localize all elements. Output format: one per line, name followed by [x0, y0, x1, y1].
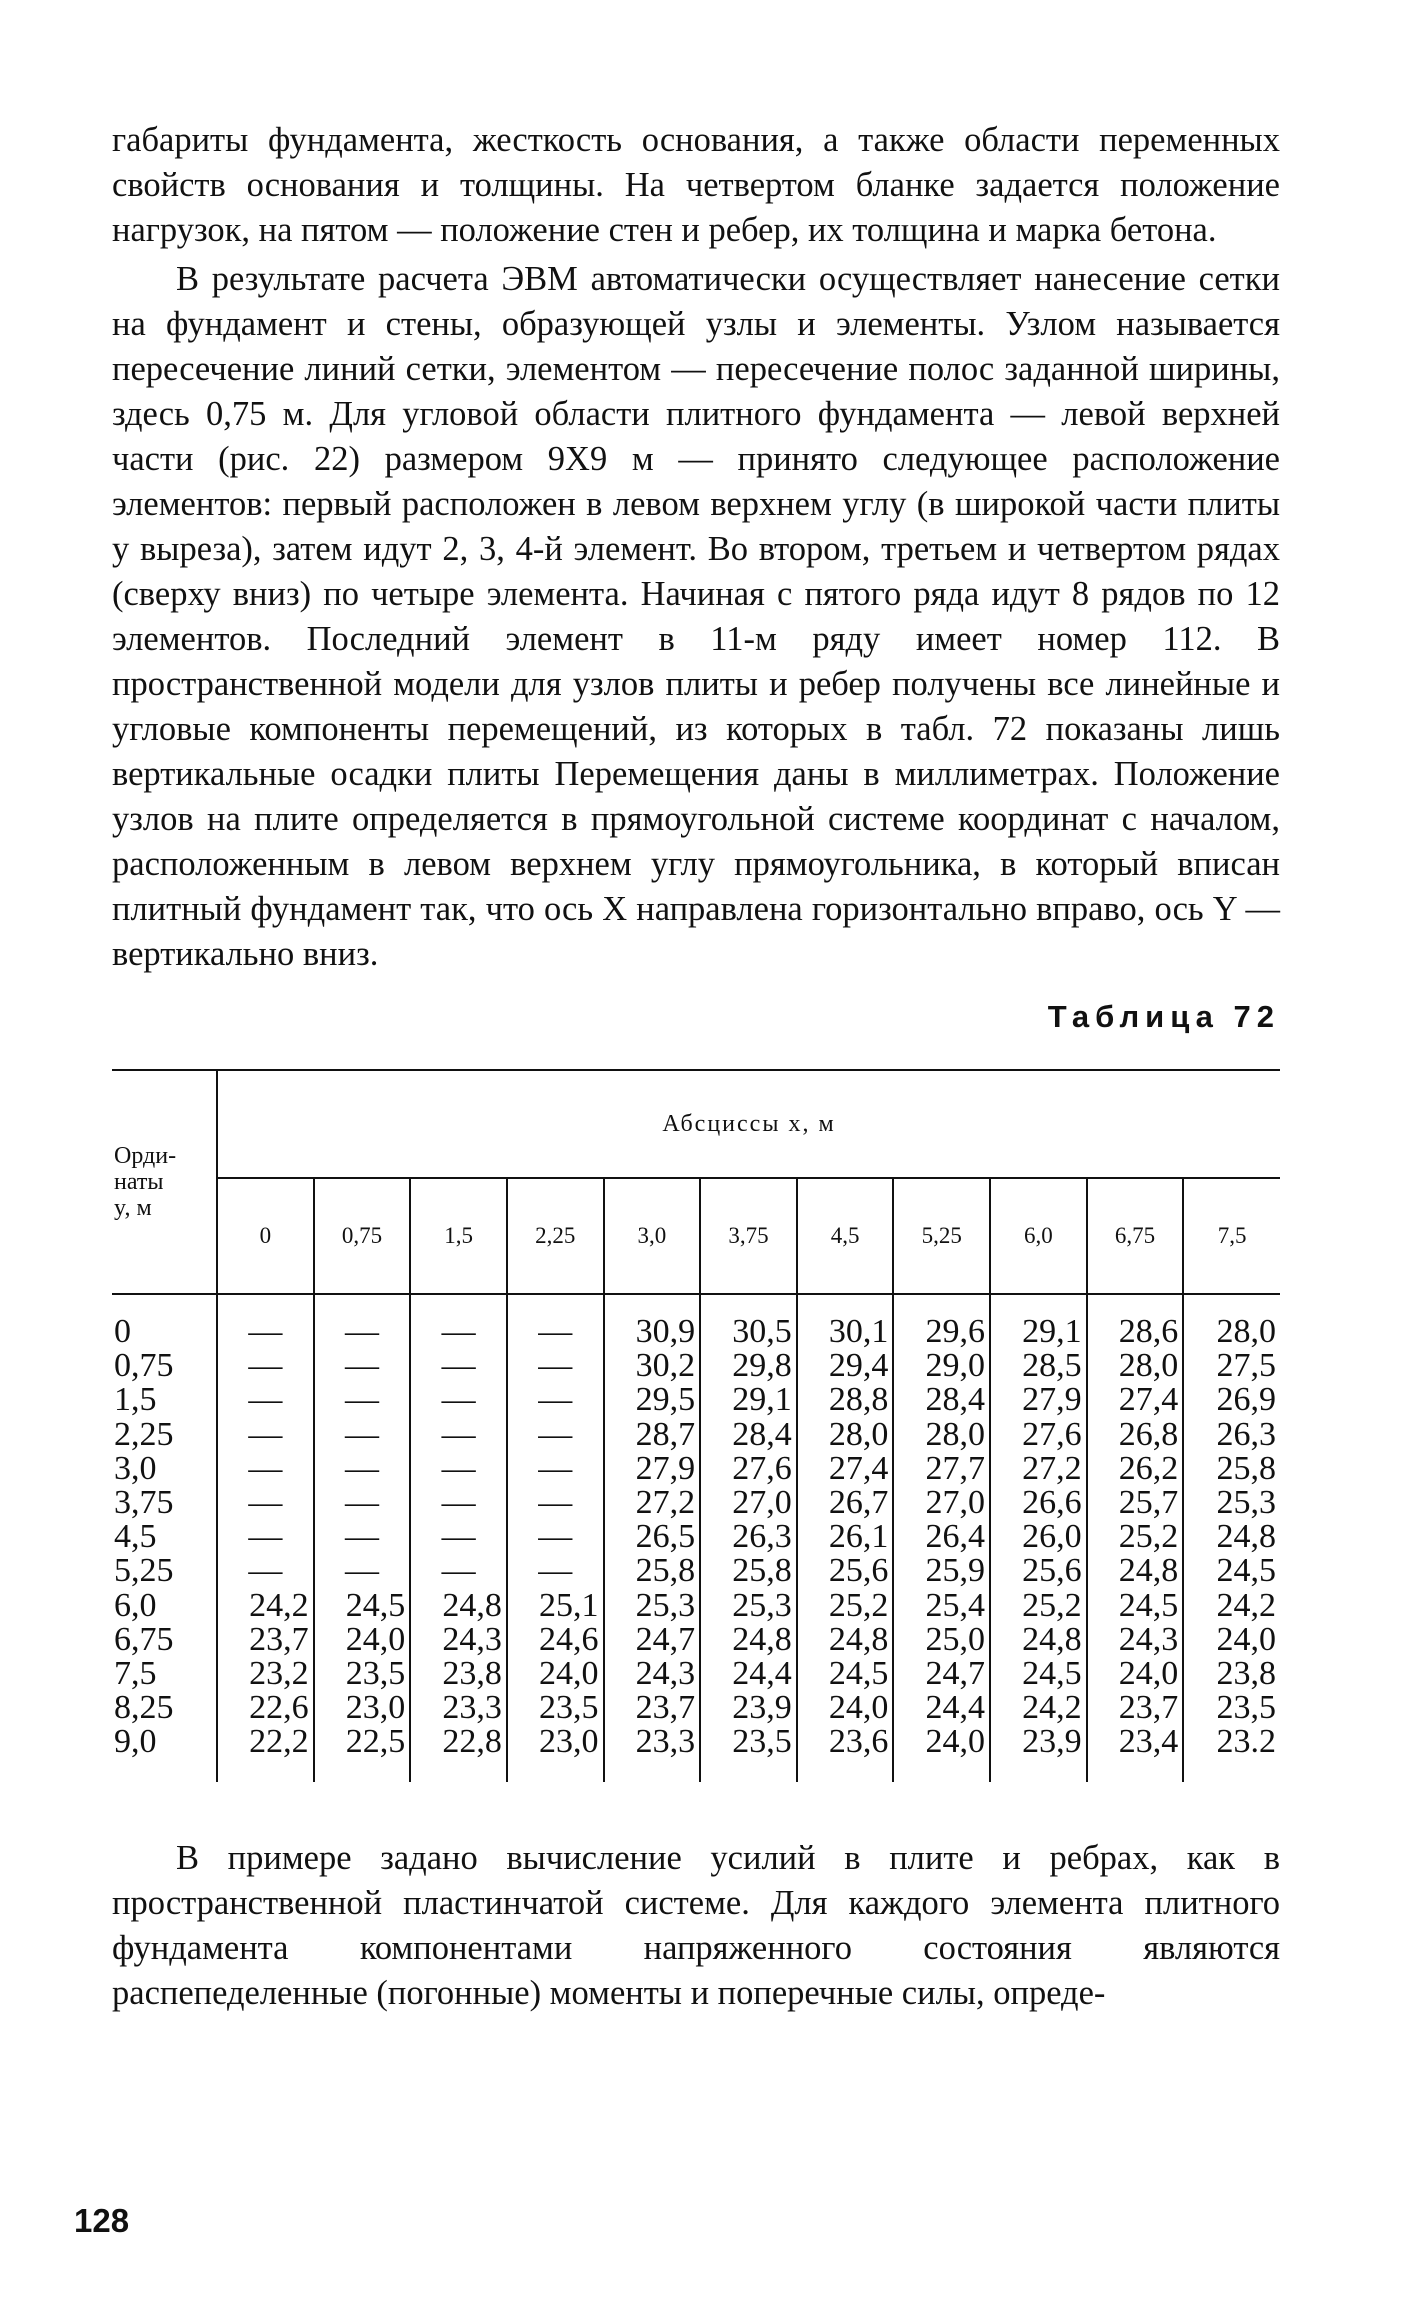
value-cell: 24,0 [797, 1691, 894, 1725]
value-cell: 24,8 [700, 1623, 797, 1657]
ordinate-cell: 1,5 [114, 1381, 157, 1419]
value-cell: — [410, 1486, 507, 1520]
ordinate-cell: 4,5 [114, 1518, 157, 1556]
value-cell: 24,4 [700, 1657, 797, 1691]
value-cell: 24,5 [1087, 1589, 1184, 1623]
value-cell: — [410, 1294, 507, 1349]
value-cell: 25,3 [604, 1589, 701, 1623]
value-cell: 22,2 [217, 1725, 314, 1781]
value-cell: 23,0 [314, 1691, 411, 1725]
value-cell: 23,7 [217, 1623, 314, 1657]
value-cell: 24,5 [1183, 1554, 1280, 1588]
displacement-table [112, 1069, 1280, 1782]
value-cell: 24,2 [1183, 1589, 1280, 1623]
value-cell: 28,0 [893, 1418, 990, 1452]
value-cell: 25,7 [1087, 1486, 1184, 1520]
value-cell: — [507, 1294, 604, 1349]
column-header: 2,25 [507, 1178, 604, 1294]
ordinate-cell: 6,0 [114, 1586, 157, 1624]
value-cell: 29,4 [797, 1349, 894, 1383]
value-cell: 26,8 [1087, 1418, 1184, 1452]
value-cell: 25,2 [990, 1589, 1087, 1623]
table-row [112, 1294, 1280, 1349]
value-cell: 28,4 [893, 1383, 990, 1417]
value-cell: — [314, 1486, 411, 1520]
column-header: 0,75 [314, 1178, 411, 1294]
value-cell: 23,7 [1087, 1691, 1184, 1725]
value-cell: 24,8 [1087, 1554, 1184, 1588]
value-cell: 24,0 [1183, 1623, 1280, 1657]
paragraph-calculation: В результате расчета ЭВМ автоматически осуществляет нанесение сетки на фундамент и стены, образующей узлы и элементы. Узлом называется пересечение линий сетки, элементом — пересечение полос заданной ширины, здесь 0,75 м. Для угловой области плитного фундамента — левой верхней части (рис. 22) размером 9X9 м — принято следующее расположение элементов: первый расположен в левом верхнем углу (в широкой части плиты у выреза), затем идут 2, 3, 4-й элемент. Во втором, третьем и четвертом рядах (сверху вниз) по четыре элемента. Начиная с пятого ряда идут 8 рядов по 12 элементов. Последний элемент в 11-м ряду имеет номер 112. В пространственной модели для узлов плиты и ребер получены все линейные и угловые компоненты перемещений, из которых в табл. 72 показаны лишь вертикальные осадки плиты Перемещения даны в миллиметрах. Положение узлов на плите определяется в прямоугольной системе координат с началом, расположенным в левом верхнем углу прямоугольника, в который вписан плитный фундамент так, что ось X направлена горизонтально вправо, ось Y — вертикально вниз. [112, 260, 1280, 973]
value-cell: — [507, 1486, 604, 1520]
value-cell: 23,5 [314, 1657, 411, 1691]
value-cell: 26,9 [1183, 1383, 1280, 1417]
value-cell: 29,0 [893, 1349, 990, 1383]
page-number: 128 [74, 2202, 130, 2239]
value-cell: — [217, 1383, 314, 1417]
value-cell: 28,0 [797, 1418, 894, 1452]
value-cell: 23,8 [410, 1657, 507, 1691]
value-cell: 25,2 [797, 1589, 894, 1623]
value-cell: — [410, 1349, 507, 1383]
column-header: 3,0 [604, 1178, 701, 1294]
value-cell: 26,1 [797, 1520, 894, 1554]
value-cell: 28,8 [797, 1383, 894, 1417]
value-cell: 24,2 [990, 1691, 1087, 1725]
value-cell: 26,6 [990, 1486, 1087, 1520]
column-header: 6,0 [990, 1178, 1087, 1294]
value-cell: 25,8 [604, 1554, 701, 1588]
value-cell: 30,5 [700, 1294, 797, 1349]
value-cell: 27,7 [893, 1452, 990, 1486]
value-cell: 27,5 [1183, 1349, 1280, 1383]
value-cell: 24,8 [797, 1623, 894, 1657]
table-row [112, 1691, 1280, 1725]
value-cell: 24,6 [507, 1623, 604, 1657]
column-header: 0 [217, 1178, 314, 1294]
value-cell: 24,8 [1183, 1520, 1280, 1554]
value-cell: 27,2 [604, 1486, 701, 1520]
value-cell: 25,8 [1183, 1452, 1280, 1486]
value-cell: 25,1 [507, 1589, 604, 1623]
value-cell: 23,9 [700, 1691, 797, 1725]
value-cell: 23,6 [797, 1725, 894, 1781]
value-cell: — [217, 1554, 314, 1588]
ordinate-cell: 8,25 [114, 1689, 174, 1727]
column-header: 6,75 [1087, 1178, 1184, 1294]
value-cell: 28,5 [990, 1349, 1087, 1383]
ordinate-cell: 6,75 [114, 1620, 174, 1658]
value-cell: 30,1 [797, 1294, 894, 1349]
value-cell: 24,5 [314, 1589, 411, 1623]
value-cell: 23,3 [604, 1725, 701, 1781]
ordinate-cell: 0 [114, 1313, 131, 1350]
table-row [112, 1589, 1280, 1623]
ordinate-header [112, 1070, 217, 1294]
ordinate-cell: 9,0 [114, 1723, 157, 1761]
value-cell: 25,3 [1183, 1486, 1280, 1520]
value-cell: 22,8 [410, 1725, 507, 1781]
value-cell: 23,7 [604, 1691, 701, 1725]
value-cell: 27,6 [990, 1418, 1087, 1452]
value-cell: 24,3 [410, 1623, 507, 1657]
value-cell: 29,1 [700, 1383, 797, 1417]
value-cell: — [217, 1452, 314, 1486]
value-cell: 23,5 [507, 1691, 604, 1725]
paragraph-example: В примере задано вычисление усилий в плите и ребрах, как в пространственной пластинчатой системе. Для каждого элемента плитного фундамента компонентами напряженного состояния являются распепеделенные (погонные) моменты и поперечные силы, опреде- [112, 1838, 1280, 2012]
value-cell: 24,5 [990, 1657, 1087, 1691]
value-cell: 30,9 [604, 1294, 701, 1349]
value-cell: 26,0 [990, 1520, 1087, 1554]
book-page [112, 118, 1280, 2016]
value-cell: 25,3 [700, 1589, 797, 1623]
value-cell: 24,7 [893, 1657, 990, 1691]
ordinate-cell: 2,25 [114, 1415, 174, 1453]
value-cell: — [314, 1383, 411, 1417]
value-cell: 28,0 [1087, 1349, 1184, 1383]
value-cell: 24,0 [314, 1623, 411, 1657]
value-cell: — [314, 1452, 411, 1486]
value-cell: 24,8 [990, 1623, 1087, 1657]
column-header: 5,25 [893, 1178, 990, 1294]
value-cell: — [507, 1418, 604, 1452]
value-cell: 23,3 [410, 1691, 507, 1725]
value-cell: — [410, 1554, 507, 1588]
ordinate-cell: 7,5 [114, 1655, 157, 1693]
value-cell: 24,7 [604, 1623, 701, 1657]
value-cell: 28,6 [1087, 1294, 1184, 1349]
value-cell: 23.2 [1183, 1725, 1280, 1781]
column-header: 3,75 [700, 1178, 797, 1294]
value-cell: 23,0 [507, 1725, 604, 1781]
table-row [112, 1657, 1280, 1691]
value-cell: 26,4 [893, 1520, 990, 1554]
table-row [112, 1520, 1280, 1554]
value-cell: 24,2 [217, 1589, 314, 1623]
value-cell: 28,7 [604, 1418, 701, 1452]
value-cell: 27,2 [990, 1452, 1087, 1486]
value-cell: — [507, 1520, 604, 1554]
abscissa-header: Абсциссы x, м [217, 1070, 1280, 1178]
value-cell: — [217, 1520, 314, 1554]
table-row [112, 1349, 1280, 1383]
value-cell: 25,2 [1087, 1520, 1184, 1554]
value-cell: 23,5 [1183, 1691, 1280, 1725]
value-cell: 25,4 [893, 1589, 990, 1623]
value-cell: — [314, 1418, 411, 1452]
table-row [112, 1452, 1280, 1486]
value-cell: 25,6 [797, 1554, 894, 1588]
value-cell: 24,4 [893, 1691, 990, 1725]
table-body [112, 1294, 1280, 1782]
value-cell: 26,3 [700, 1520, 797, 1554]
value-cell: 24,0 [507, 1657, 604, 1691]
value-cell: — [507, 1554, 604, 1588]
value-cell: — [314, 1520, 411, 1554]
column-header: 1,5 [410, 1178, 507, 1294]
value-cell: 28,0 [1183, 1294, 1280, 1349]
table-row [112, 1554, 1280, 1588]
value-cell: 23,9 [990, 1725, 1087, 1781]
value-cell: — [410, 1452, 507, 1486]
ordinate-cell: 3,0 [114, 1449, 157, 1487]
value-cell: 26,7 [797, 1486, 894, 1520]
value-cell: 30,2 [604, 1349, 701, 1383]
value-cell: 28,4 [700, 1418, 797, 1452]
table-caption: Таблица 72 [1047, 999, 1280, 1034]
value-cell: 29,6 [893, 1294, 990, 1349]
value-cell: 23,2 [217, 1657, 314, 1691]
value-cell: 24,3 [604, 1657, 701, 1691]
value-cell: 23,8 [1183, 1657, 1280, 1691]
value-cell: 26,2 [1087, 1452, 1184, 1486]
value-cell: 25,9 [893, 1554, 990, 1588]
value-cell: — [507, 1349, 604, 1383]
value-cell: 27,4 [797, 1452, 894, 1486]
value-cell: 27,6 [700, 1452, 797, 1486]
ordinate-cell: 5,25 [114, 1552, 174, 1590]
value-cell: 23,4 [1087, 1725, 1184, 1781]
value-cell: 24,5 [797, 1657, 894, 1691]
paragraph-intro: габариты фундамента, жесткость основания, а также области переменных свойств основания и толщины. На четвертом бланке задается положение нагрузок, на пятом — положение стен и ребер, их толщина и марка бетона. [112, 121, 1280, 249]
ordinate-cell: 0,75 [114, 1347, 174, 1385]
value-cell: 26,3 [1183, 1418, 1280, 1452]
value-cell: 27,4 [1087, 1383, 1184, 1417]
value-cell: 23,5 [700, 1725, 797, 1781]
value-cell: 25,0 [893, 1623, 990, 1657]
table-row [112, 1486, 1280, 1520]
value-cell: 27,0 [700, 1486, 797, 1520]
value-cell: 24,3 [1087, 1623, 1184, 1657]
value-cell: — [410, 1383, 507, 1417]
value-cell: — [410, 1418, 507, 1452]
value-cell: — [217, 1418, 314, 1452]
table-row [112, 1383, 1280, 1417]
value-cell: — [314, 1349, 411, 1383]
value-cell: — [217, 1294, 314, 1349]
value-cell: 27,0 [893, 1486, 990, 1520]
value-cell: 22,5 [314, 1725, 411, 1781]
value-cell: — [507, 1452, 604, 1486]
value-cell: — [217, 1486, 314, 1520]
ordinate-header-text: Орди- наты y, м [114, 1143, 177, 1221]
value-cell: — [217, 1349, 314, 1383]
table-row [112, 1623, 1280, 1657]
table-row [112, 1725, 1280, 1781]
value-cell: 29,5 [604, 1383, 701, 1417]
value-cell: 29,8 [700, 1349, 797, 1383]
ordinate-cell: 3,75 [114, 1484, 174, 1522]
value-cell: 24,0 [1087, 1657, 1184, 1691]
value-cell: 25,8 [700, 1554, 797, 1588]
value-cell: 24,8 [410, 1589, 507, 1623]
value-cell: 27,9 [990, 1383, 1087, 1417]
value-cell: — [314, 1294, 411, 1349]
table-row [112, 1418, 1280, 1452]
value-cell: 25,6 [990, 1554, 1087, 1588]
value-cell: — [507, 1383, 604, 1417]
column-header-row [112, 1178, 1280, 1294]
value-cell: — [314, 1554, 411, 1588]
value-cell: 22,6 [217, 1691, 314, 1725]
value-cell: 24,0 [893, 1725, 990, 1781]
value-cell: 29,1 [990, 1294, 1087, 1349]
value-cell: — [410, 1520, 507, 1554]
column-header: 4,5 [797, 1178, 894, 1294]
column-header: 7,5 [1183, 1178, 1280, 1294]
value-cell: 27,9 [604, 1452, 701, 1486]
value-cell: 26,5 [604, 1520, 701, 1554]
